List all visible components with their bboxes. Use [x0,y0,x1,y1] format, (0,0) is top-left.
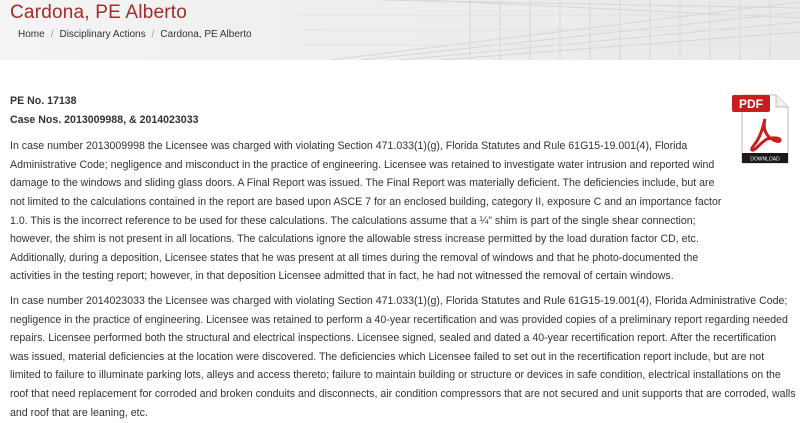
breadcrumb-disciplinary-actions[interactable]: Disciplinary Actions [59,29,146,40]
breadcrumb-separator: / [50,29,54,40]
pdf-download-label: DOWNLOAD [750,156,780,163]
breadcrumb-separator: / [151,29,155,40]
disciplinary-record [10,92,796,422]
pe-number: PE No. 17138 [10,95,77,107]
breadcrumb-home[interactable]: Home [18,29,45,40]
page-header-banner [0,0,800,60]
breadcrumb [18,29,252,40]
case-paragraph-1: In case number 2013009998 the Licensee was charged with violating Section 471.033(1)(g), Florida Statutes and Rule 61G15-19.001(4), Florida Administrative Code; negligence and misconduct in the practice of engineering. Licensee was retained to investigate water intrusion and reported wind damage to the windows and sliding glass doors. A Final Report was issued. The Final Report was materially deficient. The deficiencies include, but are not limited to the calculations contained in the report are based upon ASCE 7 for an enclosed building, category II, exposure C and an importance factor 1.0. This is the incorrect reference to be used for these calculations. The calculations assume that a ¼” shim is part of the single shear connection; however, the shim is not present in all locations. The calculations ignore the allowable stress increase permitted by the load duration factor CD, etc. Additionally, during a deposition, Licensee states that he was present at all times during the removal of windows and that he photo-documented the activities in the testing report; however, in that deposition Licensee admitted that in fact, he had not witnessed the removal of certain windows. [10,140,722,283]
case-numbers: Case Nos. 2013009988, & 2014023033 [10,113,199,126]
pdf-label: PDF [739,97,763,111]
breadcrumb-current: Cardona, PE Alberto [160,29,252,40]
page-title: Cardona, PE Alberto [10,2,188,23]
case-paragraph-2: In case number 2014023033 the Licensee was charged with violating Section 471.033(1)(g), Florida Statutes and Rule 61G15-19.001(4), Florida Administrative Code; negligence in the practice of engineering. Licensee was retained to perform a 40-year recertification and was provided copies of a preliminary report regarding needed repairs. Licensee performed both the structural and electrical inspections. Licensee signed, sealed and dated a 40-year recertification report. After the recertification was issued, material deficiencies at the location were discovered. The deficiencies which Licensee failed to set out in the recertification report include, but are not limited to failure to illuminate parking lots, alleys and access thereto; failure to maintain building or structure or devices in safe condition, electrical installations on the roof that need replacement for corroded and broken conduits and disconnects, air condition compressors that are not secured and unit supports that are corroded, walls and roof that are leaning, etc. [10,294,796,419]
